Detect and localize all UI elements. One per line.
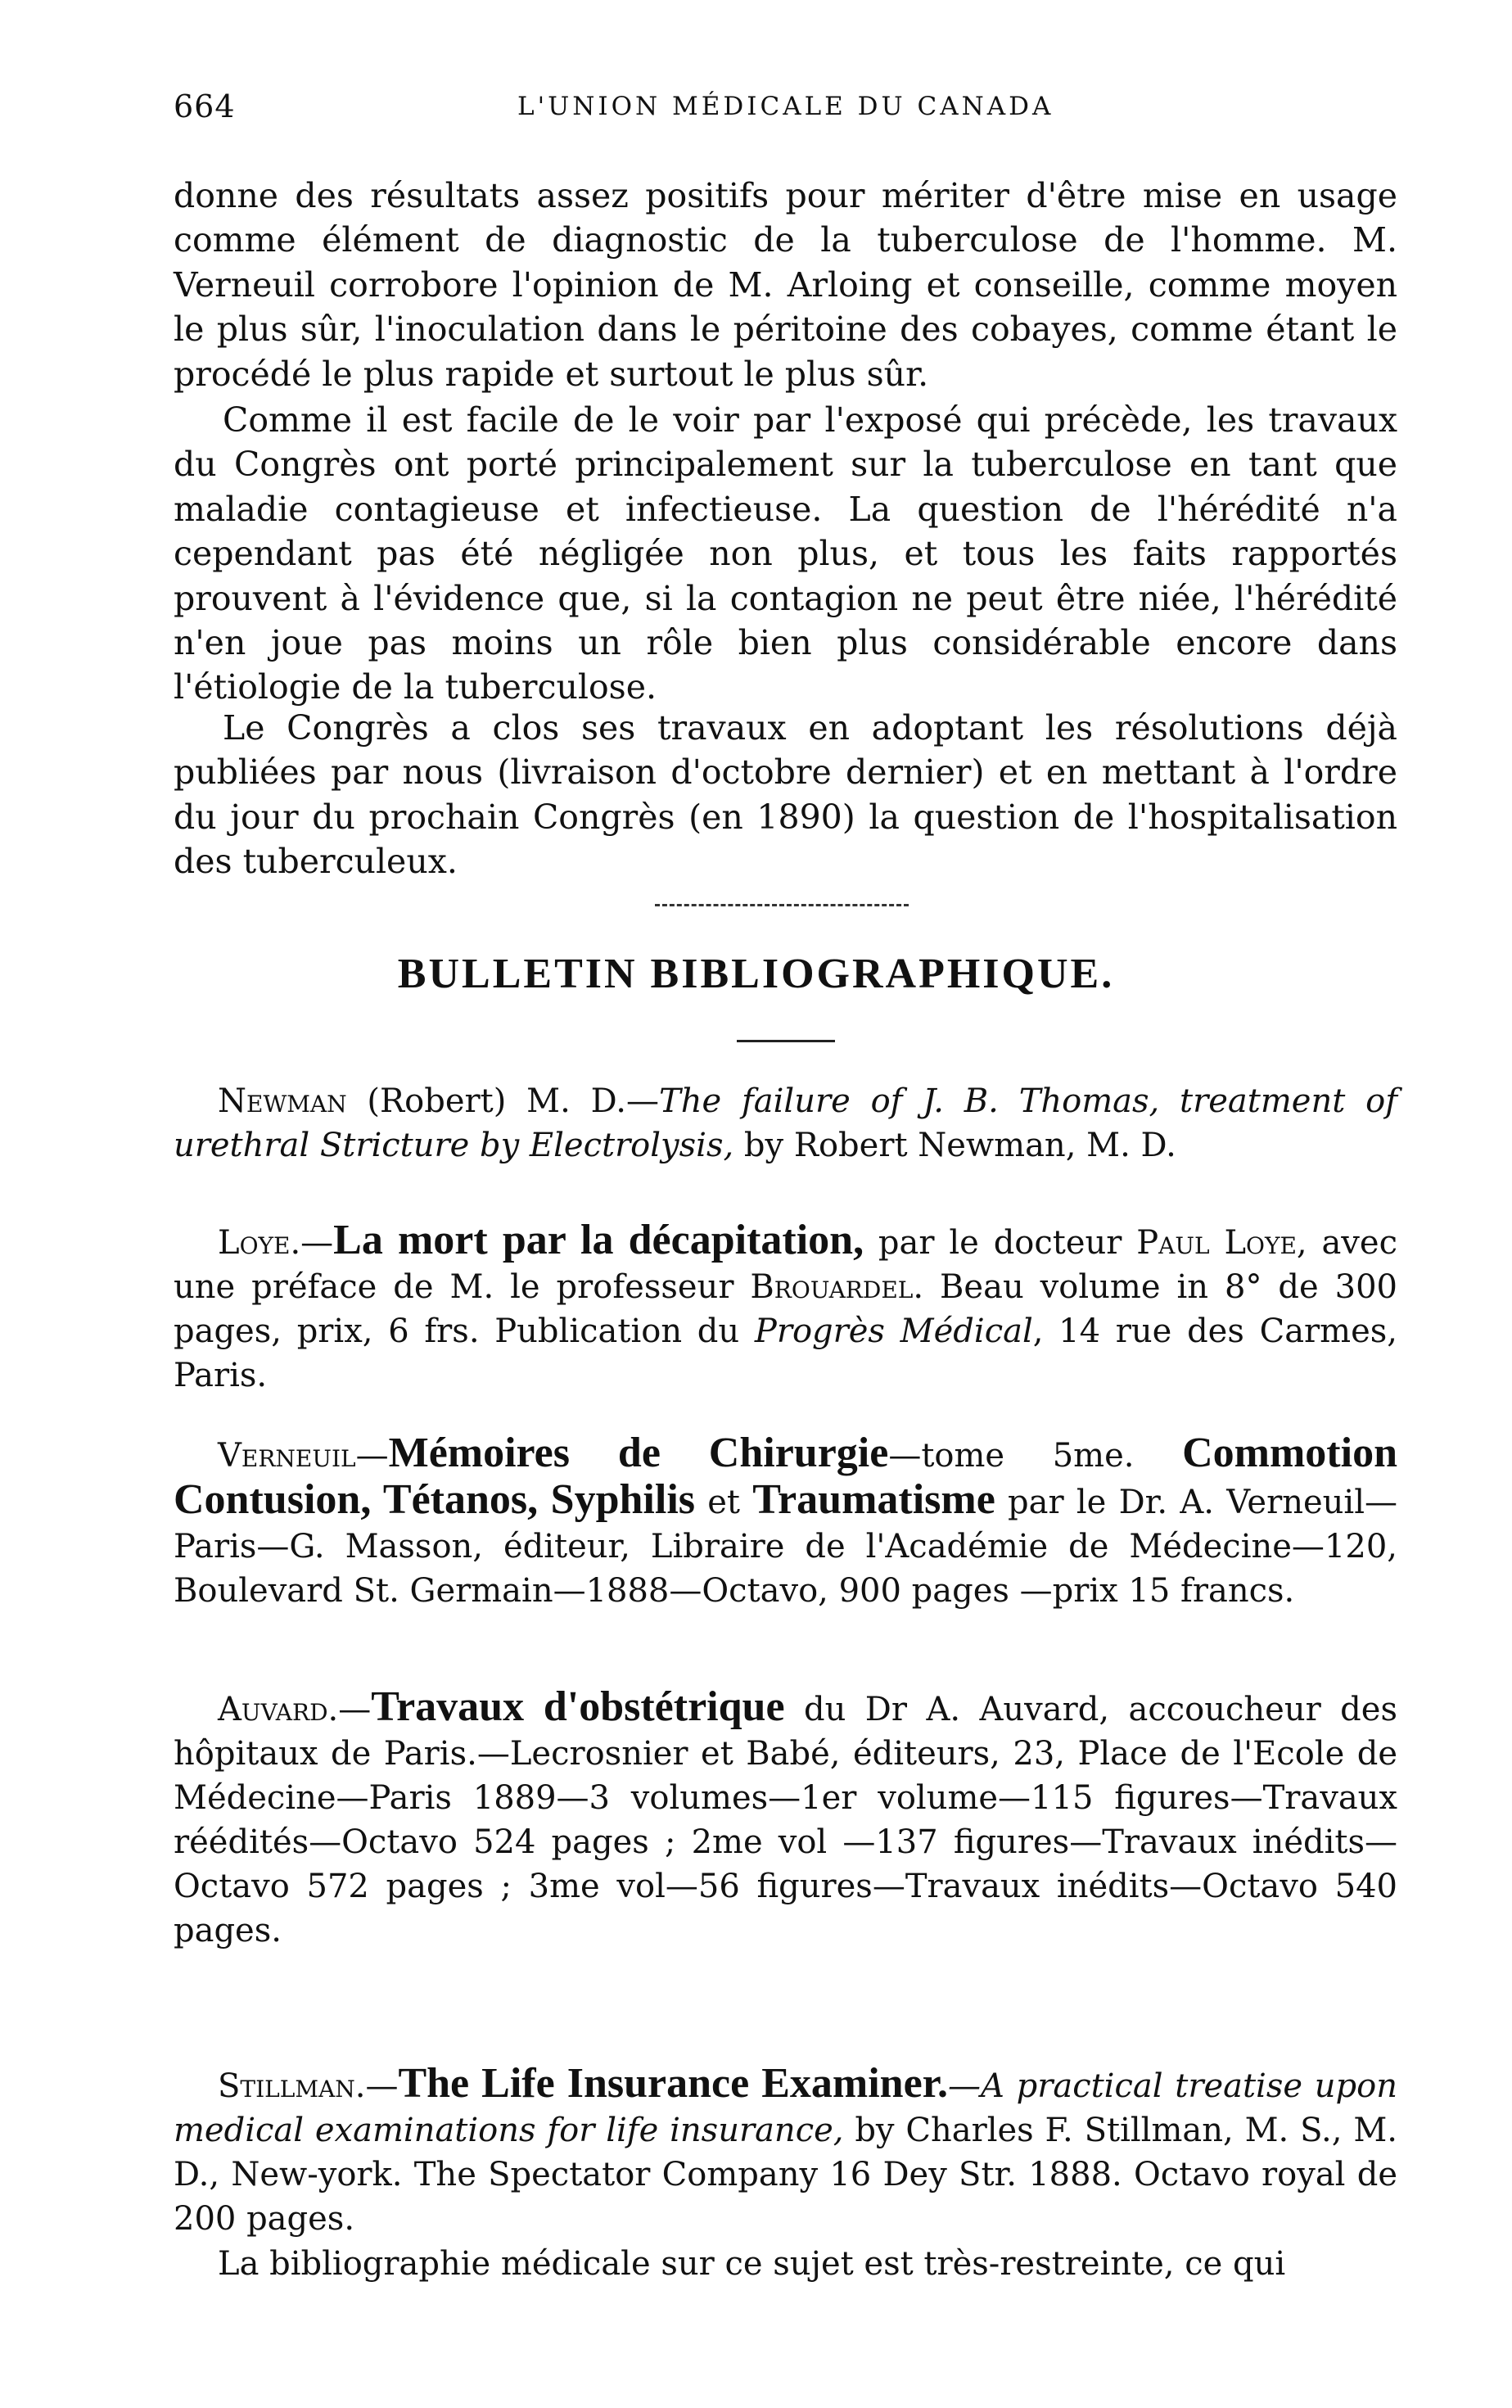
entry-subtitle: —A practical treatise upon medical examinations for life insurance,	[174, 2067, 1397, 2149]
page-number: 664	[174, 88, 236, 124]
entry-text: —	[300, 1224, 334, 1262]
entry-text: —tome 5me.	[888, 1437, 1183, 1475]
entry-title: Traumatisme	[752, 1476, 995, 1523]
entry-text: et	[695, 1484, 753, 1521]
entry-title: Mémoires de Chirurgie	[388, 1430, 889, 1476]
closing-paragraph: La bibliographie médicale sur ce sujet est très-restreinte, ce qui	[218, 2245, 1286, 2283]
bibliography-entry-newman	[174, 1079, 1397, 1168]
entry-text: —	[338, 1691, 372, 1728]
title-rule	[737, 1040, 835, 1042]
entry-text: , 14 rue des Carmes, Paris.	[174, 1312, 1398, 1394]
entry-text: —	[355, 1437, 389, 1475]
entry-title: Commotion Contusion, Tétanos, Syphilis	[174, 1430, 1397, 1523]
section-title: BULLETIN BIBLIOGRAPHIQUE.	[397, 951, 1115, 997]
entry-text: —	[365, 2067, 399, 2105]
page-header	[174, 88, 1401, 138]
entry-text: (Robert) M. D.—	[346, 1082, 660, 1120]
section-separator	[655, 904, 909, 906]
intro-paragraph-1: donne des résultats assez positifs pour mériter d'être mise en usage comme élément de diagnostic de la tuberculose de l'homme. M. Verneuil corrobore l'opinion de M. Arloing et conseille, comme moyen le plus sûr, l'inoculation dans le péritoine des cobayes, comme étant le procédé le plus rapide et surtout le plus sûr.	[174, 176, 1397, 394]
bibliography-entry-verneuil	[174, 1431, 1397, 1613]
entry-person: Brouardel	[750, 1268, 914, 1306]
bibliography-entry-loye	[174, 1218, 1397, 1398]
entry-title: The failure of J. B. Thomas, treatment of urethral Stricture by Electrolysis,	[174, 1082, 1397, 1164]
entry-text: . Beau volume in 8° de 300 pages, prix, 6 frs. Publication du	[174, 1268, 1397, 1350]
entry-author: Verneuil	[218, 1437, 356, 1475]
bibliography-entry-auvard	[174, 1685, 1397, 1953]
entry-author: Newman	[218, 1082, 347, 1120]
entry-title: Travaux d'obstétrique	[371, 1683, 785, 1730]
entry-author: Stillman.	[218, 2067, 366, 2105]
entry-text: , avec une préface de M. le professeur	[174, 1224, 1397, 1306]
entry-text: par le Dr. A. Verneuil—Paris—G. Masson, éditeur, Libraire de l'Académie de Médecine—120, Boulevard St. Germain—1888—Octavo, 900 pages —prix 15 francs.	[174, 1484, 1397, 1610]
running-title: L'UNION MÉDICALE DU CANADA	[517, 92, 1054, 121]
intro-paragraph-3: Le Congrès a clos ses travaux en adoptant les résolutions déjà publiées par nous (livraison d'octobre dernier) et en mettant à l'ordre du jour du prochain Congrès (en 1890) la question de l'hospitalisation des tuberculeux.	[174, 708, 1397, 882]
entry-title: La mort par la décapitation,	[333, 1217, 864, 1263]
entry-text: by Charles F. Stillman, M. S., M. D., New-york. The Spectator Company 16 Dey Str. 1888. Octavo royal de 200 pages.	[174, 2112, 1397, 2238]
entry-text: du Dr A. Auvard, accoucheur des hôpitaux de Paris.—Lecrosnier et Babé, éditeurs, 23, Place de l'Ecole de Médecine—Paris 1889—3 volumes—1er volume—115 figures—Travaux réédités—Octavo 524 pages ; 2me vol —137 figures—Travaux inédits—Octavo 572 pages ; 3me vol—56 figures—Travaux inédits—Octavo 540 pages.	[174, 1691, 1397, 1949]
entry-title: The Life Insurance Examiner.	[398, 2060, 948, 2107]
entry-publication: Progrès Médical	[754, 1312, 1033, 1350]
entry-person: Paul Loye	[1136, 1224, 1297, 1262]
bibliography-entry-stillman	[174, 2062, 1397, 2241]
entry-author: Loye.	[218, 1224, 301, 1262]
entry-author: Auvard.	[218, 1691, 339, 1728]
entry-text: by Robert Newman, M. D.	[733, 1127, 1176, 1164]
entry-text: par le docteur	[864, 1224, 1137, 1262]
intro-paragraph-2: Comme il est facile de le voir par l'exposé qui précède, les travaux du Congrès ont porté principalement sur la tuberculose en tant que maladie contagieuse et infectieuse. La question de l'hérédité n'a cependant pas été négligée non plus, et tous les faits rapportés prouvent à l'évidence que, si la contagion ne peut être niée, l'hérédité n'en joue pas moins un rôle bien plus considérable encore dans l'étiologie de la tuberculose.	[174, 400, 1397, 707]
